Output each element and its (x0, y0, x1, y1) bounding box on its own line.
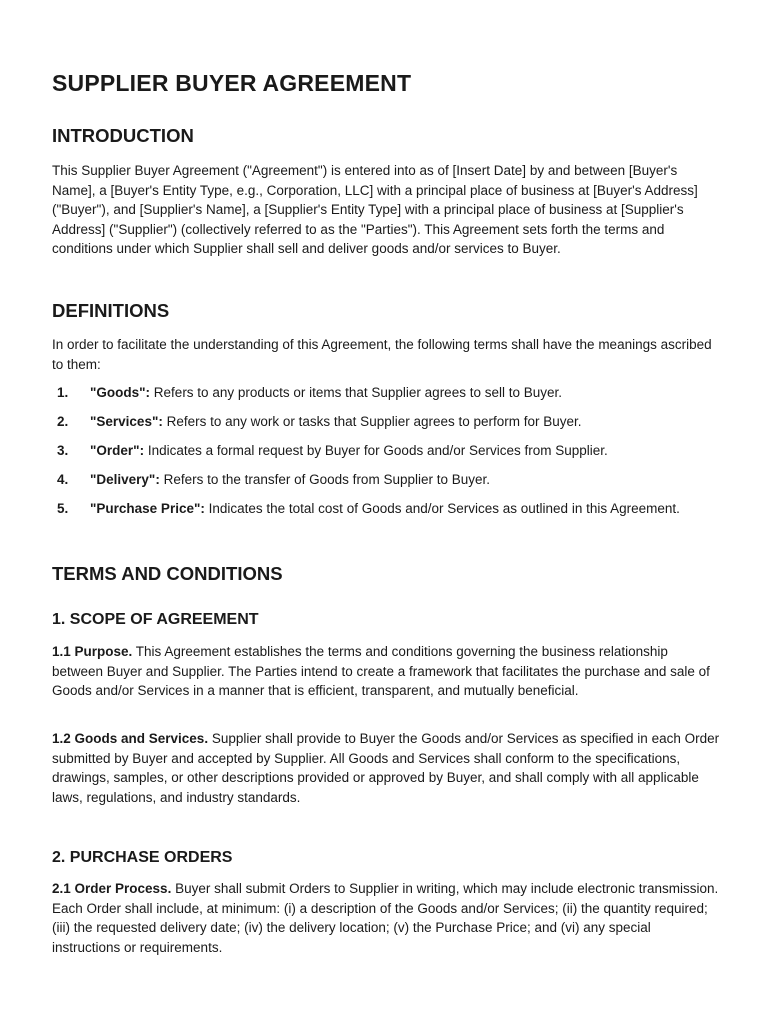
definition-term: "Delivery": (90, 472, 160, 488)
definition-term: "Order": (90, 443, 145, 459)
definition-term: "Services": (90, 414, 163, 430)
scope-purpose-text: This Agreement establishes the terms and conditions governing the business relationship between Buyer and Supplier. The Parties intend to create a framework that facilitates the purchase and sale of Goods and/or Services in a manner that is efficient, transparent, and mutually beneficial. (52, 644, 710, 699)
scope-goods-paragraph (52, 729, 722, 807)
scope-purpose-paragraph (52, 642, 722, 701)
definition-number: 2. (57, 414, 69, 430)
definition-number: 4. (57, 472, 69, 488)
definitions-list (52, 383, 722, 528)
introduction-heading: INTRODUCTION (52, 125, 194, 146)
definition-item (52, 470, 722, 490)
definition-item (52, 412, 722, 432)
order-process-paragraph (52, 879, 722, 957)
document-title: SUPPLIER BUYER AGREEMENT (52, 70, 412, 96)
definition-number: 1. (57, 385, 69, 400)
scope-goods-text: Supplier shall provide to Buyer the Goods and/or Services as specified in each Order submitted by Buyer and accepted by Supplier. All Goods and Services shall conform to the specifications, drawings, samples, or other descriptions provided or approved by Buyer, and shall comply with all applicable laws, regulations, and industry standards. (52, 731, 720, 805)
definitions-heading: DEFINITIONS (52, 300, 170, 321)
definition-number: 3. (57, 443, 69, 459)
definition-item (52, 383, 722, 403)
definition-text: Refers to any products or items that Supplier agrees to sell to Buyer. (150, 385, 563, 400)
scope-heading: 1. SCOPE OF AGREEMENT (52, 611, 259, 628)
definition-text: Indicates a formal request by Buyer for Goods and/or Services from Supplier. (144, 443, 608, 459)
scope-purpose-label: 1.1 Purpose. (52, 644, 133, 659)
introduction-paragraph: This Supplier Buyer Agreement ("Agreement") is entered into as of [Insert Date] by and between [Buyer's Name], a [Buyer's Entity Type, e.g., Corporation, LLC] with a principal place of business at [Buyer's Address] ("Buyer"), and [Supplier's Name], a [Supplier's Entity Type] with a principal place of business at [Supplier's Address] ("Supplier") (collectively referred to as the "Parties"). This Agreement sets forth the terms and conditions under which Supplier shall sell and deliver goods and/or services to Buyer. (52, 163, 698, 257)
definition-text: Indicates the total cost of Goods and/or Services as outlined in this Agreement. (204, 501, 680, 517)
order-process-text: Buyer shall submit Orders to Supplier in writing, which may include electronic transmission. Each Order shall include, at minimum: (i) a description of the Goods and/or Services; (ii) the quantity required; (iii) the requested delivery date; (iv) the delivery location; (v) the Purchase Price; and (vi) any special instructions or requirements. (52, 881, 719, 955)
definition-item (52, 441, 722, 461)
definitions-intro: In order to facilitate the understanding of this Agreement, the following terms shall have the meanings ascribed to them: (52, 337, 712, 372)
definition-term: "Purchase Price": (90, 501, 205, 517)
definition-number: 5. (57, 501, 69, 517)
definition-text: Refers to any work or tasks that Supplier agrees to perform for Buyer. (162, 414, 582, 430)
definition-item (52, 499, 722, 519)
purchase-orders-heading: 2. PURCHASE ORDERS (52, 849, 233, 866)
definition-text: Refers to the transfer of Goods from Supplier to Buyer. (159, 472, 491, 488)
definition-term: "Goods": (90, 385, 151, 400)
scope-goods-label: 1.2 Goods and Services. (52, 731, 209, 746)
terms-heading: TERMS AND CONDITIONS (52, 563, 283, 584)
order-process-label: 2.1 Order Process. (52, 881, 172, 896)
